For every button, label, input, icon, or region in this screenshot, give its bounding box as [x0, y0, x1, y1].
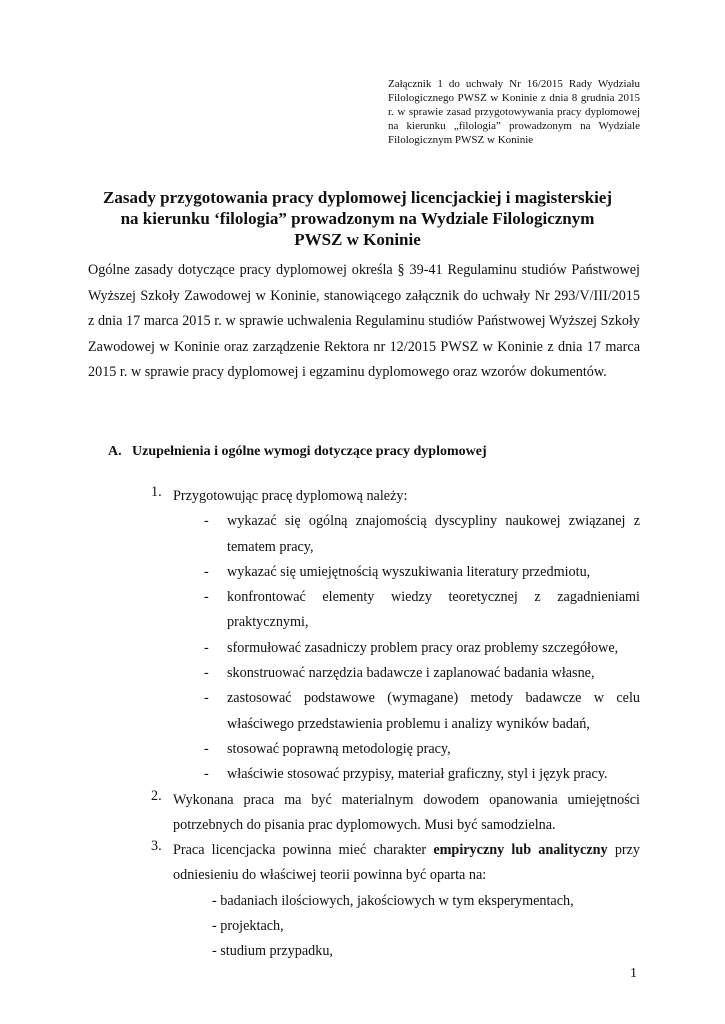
- sub-list-item: - stosować poprawną metodologię pracy,: [204, 740, 451, 757]
- item-number: 2.: [151, 787, 162, 804]
- document-title: [80, 187, 635, 250]
- title-line-3: PWSZ w Koninie: [294, 230, 421, 249]
- item-number: 1.: [151, 484, 162, 500]
- title-line-1: Zasady przygotowania pracy dyplomowej licencjackiej i magisterskiej: [103, 188, 612, 207]
- list-item-3: [151, 838, 640, 964]
- title-line-2: na kierunku ‘filologia” prowadzonym na Wydziale Filologicznym: [120, 209, 595, 228]
- item-text: Przygotowując pracę dyplomową należy:: [173, 488, 408, 504]
- sub-list-item: - skonstruować narzędzia badawcze i zaplanować badania własne,: [204, 665, 595, 682]
- item-text: Wykonana praca ma być materialnym dowodem opanowania umiejętności potrzebnych do pisania prac dyplomowych. Musi być samodzielna.: [173, 791, 640, 833]
- sub-list-item: - konfrontować elementy wiedzy teoretycznej z zagadnieniami praktycznymi,: [204, 589, 640, 631]
- page-number: 1: [630, 966, 637, 981]
- emphasis-text: empiryczny lub analityczny: [433, 842, 608, 859]
- section-title: Uzupełnienia i ogólne wymogi dotyczące pracy dyplomowej: [132, 444, 487, 459]
- sub-list-item: - wykazać się umiejętnością wyszukiwania literatury przedmiotu,: [204, 563, 591, 580]
- list-item-2: [151, 788, 640, 839]
- section-heading: [108, 444, 628, 460]
- sub-list-item: - właściwie stosować przypisy, materiał graficzny, styl i język pracy.: [204, 766, 608, 783]
- sub-list-item: - badaniach ilościowych, jakościowych w tym eksperymentach,: [212, 892, 574, 909]
- requirements-list: [151, 484, 640, 965]
- intro-paragraph: Ogólne zasady dotyczące pracy dyplomowej określa § 39-41 Regulaminu studiów Państwowej Wyższej Szkoły Zawodowej w Koninie, stanowiącego załącznik do uchwały Nr 293/V/III/2015 z dnia 17 marca 2015 r. w sprawie uchwalenia Regulaminu studiów Państwowej Wyższej Szkoły Zawodowej w Koninie oraz zarządzenie Rektora nr 12/2015 PWSZ w Koninie z dnia 17 marca 2015 r. w sprawie pracy dyplomowej i egzaminu dyplomowego oraz wzorów dokumentów.: [88, 262, 640, 381]
- sub-list-item: - sformułować zasadniczy problem pracy oraz problemy szczegółowe,: [204, 639, 619, 656]
- sub-list-item: - studium przypadku,: [212, 943, 333, 960]
- sub-list: [204, 509, 640, 787]
- item-number: 3.: [151, 838, 162, 855]
- sub-list-item: - wykazać się ogólną znajomością dyscypliny naukowej związanej z tematem pracy,: [204, 513, 640, 555]
- sub-list: [212, 889, 640, 965]
- annex-note: Załącznik 1 do uchwały Nr 16/2015 Rady Wydziału Filologicznego PWSZ w Koninie z dnia 8 grudnia 2015 r. w sprawie zasad przygotowywania pracy dyplomowej na kierunku „filologia” prowadzonym na Wydziale Filologicznym PWSZ w Koninie: [388, 78, 640, 146]
- sub-list-item: - zastosować podstawowe (wymagane) metody badawcze w celu właściwego przedstawienia problemu i analizy wyników badań,: [204, 690, 640, 732]
- sub-list-item: - projektach,: [212, 918, 284, 935]
- item-text: Praca licencjacka powinna mieć charakter empiryczny lub analityczny przy odniesieniu do właściwej teorii powinna być oparta na:: [173, 842, 641, 884]
- section-letter: A.: [108, 444, 122, 459]
- list-item-1: [151, 484, 640, 788]
